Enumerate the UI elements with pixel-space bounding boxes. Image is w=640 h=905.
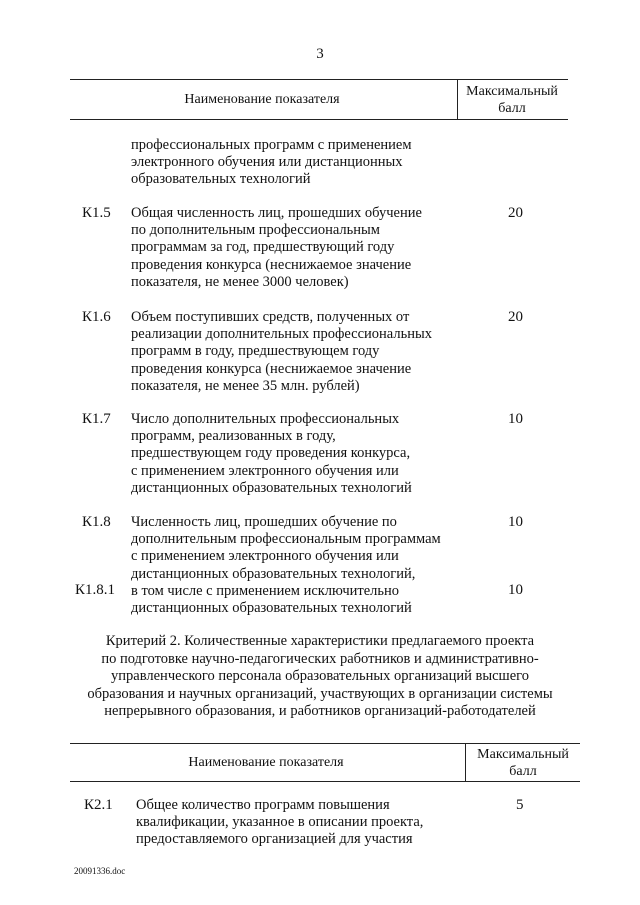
row-code: К1.5 bbox=[82, 205, 111, 221]
table1-header-max: Максимальный балл bbox=[466, 84, 558, 116]
row-code: К1.6 bbox=[82, 309, 111, 325]
row-score: 20 bbox=[508, 309, 523, 325]
row-code: К1.8 bbox=[82, 514, 111, 530]
table2-header-name: Наименование показателя bbox=[188, 755, 344, 770]
table1-continuation-text: профессиональных программ с применением электронного обучения или дистанционных образовательных технологий bbox=[131, 137, 412, 188]
row-description: Общее количество программ повышения квалификации, указанное в описании проекта, предоставляемого организацией для участия bbox=[136, 797, 424, 848]
criterion-2-heading: Критерий 2. Количественные характеристики предлагаемого проекта по подготовке научно-педагогических работников и административно- управленческого персонала образовательных организаций высшего образования и научных организаций, участвующих в организации системы непрерывного образования, и работников организаций-работодателей bbox=[87, 633, 553, 719]
row-score: 20 bbox=[508, 205, 523, 221]
row-score: 10 bbox=[508, 582, 523, 598]
row-score: 10 bbox=[508, 411, 523, 427]
row-description: в том числе с применением исключительно дистанционных образовательных технологий bbox=[131, 583, 412, 617]
table1-header-bottom-rule bbox=[70, 119, 568, 120]
row-description: Объем поступивших средств, полученных от реализации дополнительных профессиональных программ в году, предшествующем году проведения конкурса (неснижаемое значение показателя, не менее 35 млн. рублей) bbox=[131, 309, 432, 394]
document-filename: 20091336.doc bbox=[74, 866, 126, 876]
row-code: К1.7 bbox=[82, 411, 111, 427]
row-description: Численность лиц, прошедших обучение по дополнительным профессиональным программам с применением электронного обучения или дистанционных образовательных технологий, bbox=[131, 514, 441, 582]
row-code: К2.1 bbox=[84, 797, 113, 813]
table1-header-name: Наименование показателя bbox=[184, 92, 340, 107]
page-number: 3 bbox=[316, 46, 324, 62]
row-score: 10 bbox=[508, 514, 523, 530]
table1-header-top-rule bbox=[70, 79, 568, 80]
table2-header-bottom-rule bbox=[70, 781, 580, 782]
table2-header-max: Максимальный балл bbox=[477, 747, 569, 779]
row-code: К1.8.1 bbox=[75, 582, 116, 598]
row-description: Общая численность лиц, прошедших обучение по дополнительным профессиональным программам за год, предшествующий году проведения конкурса (неснижаемое значение показателя, не менее 3000 человек) bbox=[131, 205, 422, 290]
table2-header-top-rule bbox=[70, 743, 580, 744]
row-score: 5 bbox=[516, 797, 524, 813]
row-description: Число дополнительных профессиональных программ, реализованных в году, предшествующем году проведения конкурса, с применением электронного обучения или дистанционных образовательных технологий bbox=[131, 411, 412, 496]
